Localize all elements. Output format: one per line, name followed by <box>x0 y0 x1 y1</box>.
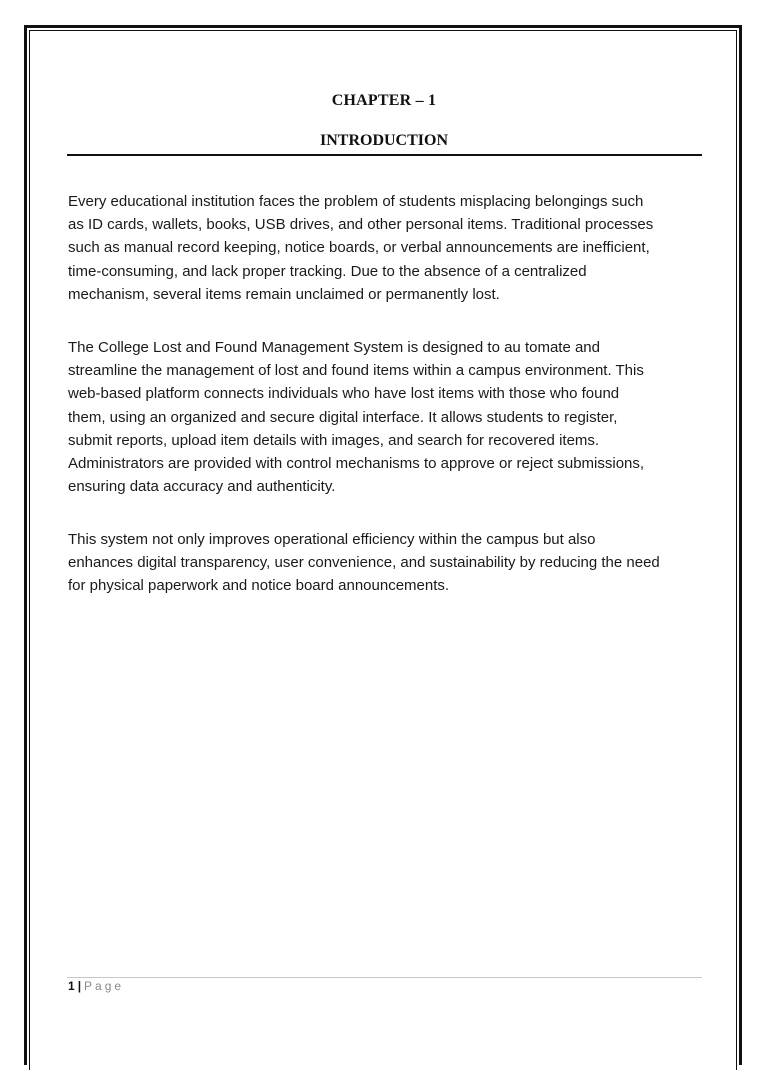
page-label: Page <box>84 979 125 993</box>
chapter-heading: CHAPTER – 1 <box>331 92 437 109</box>
title-underline-rule <box>67 154 702 156</box>
footer-separator: | <box>77 979 82 993</box>
page-footer <box>68 979 124 993</box>
body-paragraph-1: Every educational institution faces the problem of students misplacing belongings such as ID cards, wallets, books, USB drives, and other personal items. Traditional processes such as manual record keeping, notice boards, or verbal announcements are inefficient, time-consuming, and lack proper tracking. Due to the absence of a centralized mechanism, several items remain unclaimed or permanently lost. <box>68 193 654 303</box>
body-paragraph-3: This system not only improves operational efficiency within the campus but also enhances digital transparency, user convenience, and sustainability by reducing the need for physical paperwork and notice board announcements. <box>68 531 660 595</box>
section-title: INTRODUCTION <box>319 132 448 149</box>
body-paragraph-2: The College Lost and Found Management System is designed to au tomate and streamline the management of lost and found items within a campus environment. This web-based platform connects individuals who have lost items with those who found them, using an organized and secure digital interface. It allows students to register, submit reports, upload item details with images, and search for recovered items. Administrators are provided with control mechanisms to approve or reject submissions, ensuring data accuracy and authenticity. <box>68 339 645 496</box>
footer-rule <box>67 977 702 978</box>
page-number: 1 <box>68 979 75 993</box>
